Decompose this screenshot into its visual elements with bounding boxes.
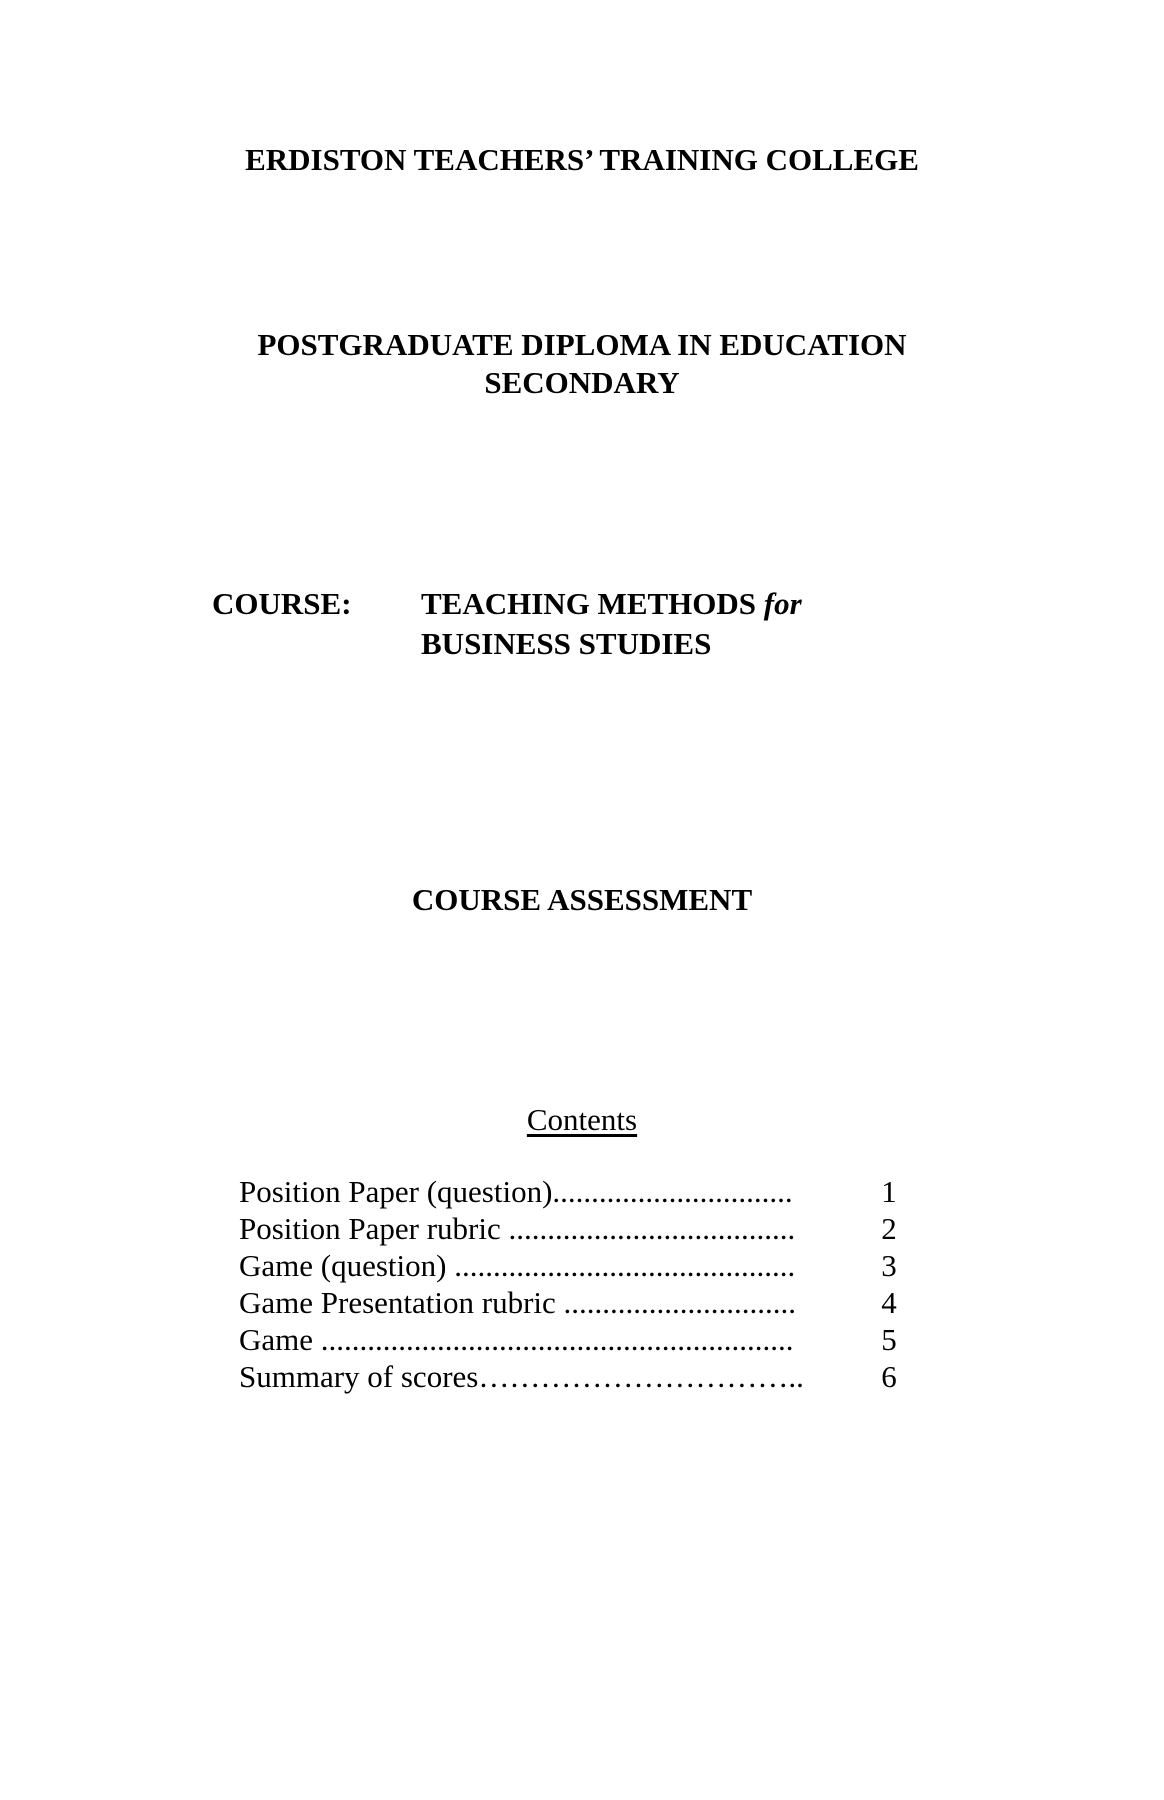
institution-name: ERDISTON TEACHERS’ TRAINING COLLEGE xyxy=(245,142,919,177)
toc-page-number: 6 xyxy=(881,1359,897,1394)
course-label: COURSE: xyxy=(212,586,352,621)
assessment-heading: COURSE ASSESSMENT xyxy=(411,882,753,917)
course-title-line-1 xyxy=(421,584,802,624)
programme-line-1: POSTGRADUATE DIPLOMA IN EDUCATION xyxy=(257,327,907,362)
toc-row xyxy=(239,1247,899,1284)
toc-entry: Position Paper rubric ..................................... xyxy=(239,1211,796,1246)
toc-row xyxy=(239,1321,899,1358)
toc-page-number: 1 xyxy=(881,1174,897,1209)
course-title xyxy=(421,584,802,664)
toc-row xyxy=(239,1173,899,1210)
toc-page-number: 5 xyxy=(881,1322,897,1357)
programme-title xyxy=(0,326,1164,402)
course-title-italic: for xyxy=(763,586,802,621)
toc-page-number: 2 xyxy=(881,1211,897,1246)
toc-row xyxy=(239,1210,899,1247)
toc-entry: Position Paper (question)............................... xyxy=(239,1174,793,1209)
course-title-part-1: TEACHING METHODS xyxy=(421,586,764,621)
toc-entry: Summary of scores………………………….. xyxy=(239,1359,804,1394)
toc-entry: Game (question) ............................................ xyxy=(239,1248,796,1283)
toc-entry: Game Presentation rubric .............................. xyxy=(239,1285,797,1320)
programme-line-2: SECONDARY xyxy=(484,365,680,400)
course-title-line-2: BUSINESS STUDIES xyxy=(421,626,712,661)
toc-entry: Game ............................................................. xyxy=(239,1322,794,1357)
contents-heading: Contents xyxy=(526,1102,638,1137)
toc-page-number: 3 xyxy=(881,1248,897,1283)
table-of-contents xyxy=(239,1173,899,1395)
toc-row xyxy=(239,1284,899,1321)
toc-row xyxy=(239,1358,899,1395)
toc-page-number: 4 xyxy=(881,1285,897,1320)
